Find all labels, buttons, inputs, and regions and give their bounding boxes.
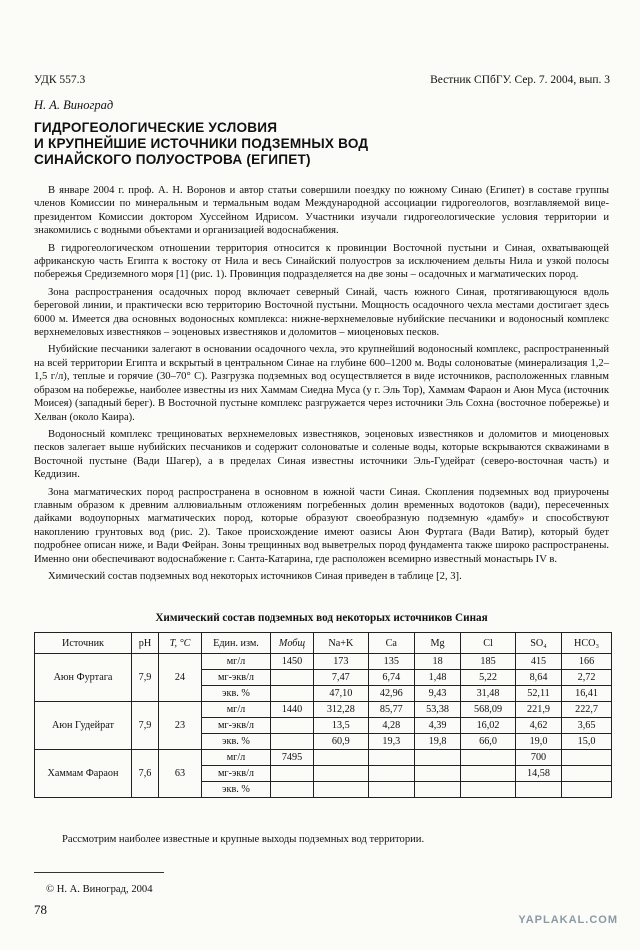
table-row: [35, 750, 612, 766]
ph-value: 7,9: [132, 654, 159, 702]
title-line: ГИДРОГЕОЛОГИЧЕСКИЕ УСЛОВИЯ: [34, 120, 278, 135]
table-cell: 7495: [271, 750, 314, 766]
table-cell: 1450: [271, 654, 314, 670]
table-cell: 53,38: [414, 702, 460, 718]
table-cell: 2,72: [562, 670, 612, 686]
table-cell: [271, 734, 314, 750]
ph-value: 7,6: [132, 750, 159, 798]
table-cell: 700: [515, 750, 561, 766]
table-cell: 312,28: [314, 702, 369, 718]
table-cell: 18: [414, 654, 460, 670]
table-cell: мг/л: [202, 750, 271, 766]
column-header: Един. изм.: [202, 633, 271, 654]
table-cell: 5,22: [461, 670, 516, 686]
table-cell: 185: [461, 654, 516, 670]
table-cell: 7,47: [314, 670, 369, 686]
table-cell: мг/л: [202, 702, 271, 718]
table-cell: [515, 782, 561, 798]
table-cell: 3,65: [562, 718, 612, 734]
table-cell: экв. %: [202, 686, 271, 702]
table-cell: мг-экв/л: [202, 718, 271, 734]
table-cell: 47,10: [314, 686, 369, 702]
table-cell: [368, 750, 414, 766]
table-cell: 19,8: [414, 734, 460, 750]
page-number: 78: [34, 902, 47, 917]
table-cell: 1,48: [414, 670, 460, 686]
table-cell: мг-экв/л: [202, 766, 271, 782]
table-cell: 166: [562, 654, 612, 670]
table-cell: 6,74: [368, 670, 414, 686]
table-cell: 13,5: [314, 718, 369, 734]
column-header: Na+K: [314, 633, 369, 654]
ph-value: 7,9: [132, 702, 159, 750]
table-cell: [314, 782, 369, 798]
table-cell: 19,0: [515, 734, 561, 750]
table-cell: [461, 766, 516, 782]
table-cell: экв. %: [202, 734, 271, 750]
temperature-value: 63: [159, 750, 202, 798]
table-cell: [368, 766, 414, 782]
source-name: Аюн Фуртага: [35, 654, 132, 702]
table-cell: [562, 766, 612, 782]
table-cell: 31,48: [461, 686, 516, 702]
column-header: T, °C: [159, 633, 202, 654]
table-cell: 14,58: [515, 766, 561, 782]
table-cell: 66,0: [461, 734, 516, 750]
table-cell: 9,43: [414, 686, 460, 702]
paragraph: В январе 2004 г. проф. А. Н. Воронов и автор статьи совершили поездку по южному Синаю (Египет) в составе группы членов Комиссии по минеральным и термальным водам Международной ассоциации гидрогеологов, возглавляемой вице-президентом Комиссии доктором Хуссейном Идрисом. Участники изучали гидрогеологические условия территории и знакомились с водными объектами и организацией водоснабжения.: [34, 185, 609, 237]
table-cell: 52,11: [515, 686, 561, 702]
column-header: Источник: [35, 633, 132, 654]
column-header: Mобщ: [271, 633, 314, 654]
article-title: [34, 120, 454, 168]
title-line: И КРУПНЕЙШИЕ ИСТОЧНИКИ ПОДЗЕМНЫХ ВОД: [34, 136, 369, 151]
table-cell: 135: [368, 654, 414, 670]
table-cell: мг-экв/л: [202, 670, 271, 686]
source-name: Хаммам Фараон: [35, 750, 132, 798]
table-caption: Химический состав подземных вод некоторых источников Синая: [155, 612, 488, 624]
column-header: Cl: [461, 633, 516, 654]
table-cell: 1440: [271, 702, 314, 718]
temperature-value: 24: [159, 654, 202, 702]
table-cell: 85,77: [368, 702, 414, 718]
table-cell: 415: [515, 654, 561, 670]
table-cell: 19,3: [368, 734, 414, 750]
table-cell: 173: [314, 654, 369, 670]
title-line: СИНАЙСКОГО ПОЛУОСТРОВА (ЕГИПЕТ): [34, 152, 311, 167]
source-name: Аюн Гудейрат: [35, 702, 132, 750]
table-cell: 60,9: [314, 734, 369, 750]
table-cell: [271, 718, 314, 734]
table-cell: 42,96: [368, 686, 414, 702]
table-cell: [461, 782, 516, 798]
closing-sentence: Рассмотрим наиболее известные и крупные выходы подземных вод территории.: [62, 834, 425, 845]
paragraph: Водоносный комплекс трещиноватых верхнемеловых известняков, эоценовых известняков и доломитов и миоценовых песков залегает выше нубийских песчаников и содержит солоноватые и соленые воды, которые вскрываются скважинами в Восточной пустыне (Вади Шагер), а в пределах Синая известны источники Эль-Гудейрат (северо-восточная часть) и Кеддизин.: [34, 428, 609, 481]
journal-reference: Вестник СПбГУ. Сер. 7. 2004, вып. 3: [430, 74, 610, 86]
table-cell: [271, 686, 314, 702]
table-cell: [314, 750, 369, 766]
table-cell: [271, 670, 314, 686]
table-header-row: [35, 633, 612, 654]
table-cell: [461, 750, 516, 766]
table-cell: [562, 782, 612, 798]
table-cell: [414, 750, 460, 766]
table-cell: 4,39: [414, 718, 460, 734]
article-body: [34, 184, 609, 587]
column-header: SO₄: [515, 633, 561, 654]
author-name: Н. А. Виноград: [34, 98, 114, 112]
table-cell: 4,28: [368, 718, 414, 734]
udk-code: УДК 557.3: [34, 74, 86, 86]
table-cell: [271, 782, 314, 798]
paragraph: Нубийские песчаники залегают в основании осадочного чехла, это крупнейший водоносный комплекс, распространенный на всей территории Египта и вскрытый в центральном Синае на глубине 600–1200 м. Воды солоноватые (минерализация 1,2–1,5 г/л), теплые и горячие (30–70° С). Разгрузка подземных вод осуществляется в виде источников, расположенных главным образом на побережье, наиболее известны из них Хаммам Сиедна Муса (у г. Эль Тор), Хаммам Фараон и Аюн Муса (источник Моисея) (западный берег). В Восточной пустыне комплекс разгружается через источники Эль Сохна (восточное побережье) и Хелван (около Каира).: [34, 344, 609, 423]
table-cell: [414, 782, 460, 798]
column-header: pH: [132, 633, 159, 654]
copyright-notice: © Н. А. Виноград, 2004: [46, 884, 153, 895]
chemical-composition-table: [34, 632, 612, 798]
table-cell: экв. %: [202, 782, 271, 798]
table-cell: [368, 782, 414, 798]
table-row: [35, 702, 612, 718]
paragraph: Зона распространения осадочных пород включает северный Синай, часть южного Синая, протягивающуюся вдоль береговой линии, и практически всю территорию Восточной пустыни. Мощность осадочного чехла местами достигает здесь 6000 м. Имеется два основных водоносных комплекса: нижне-верхнемеловые нубийские песчаники и водоносный комплекс верхнемеловых известняков – эоценовых известняков и доломитов – миоценовых песков.: [34, 286, 609, 339]
table-cell: 8,64: [515, 670, 561, 686]
table-cell: 4,62: [515, 718, 561, 734]
table-cell: мг/л: [202, 654, 271, 670]
table-cell: [414, 766, 460, 782]
column-header: Ca: [368, 633, 414, 654]
table-cell: 568,09: [461, 702, 516, 718]
table-cell: [271, 766, 314, 782]
footnote-divider: [34, 872, 164, 873]
table-cell: [562, 750, 612, 766]
paragraph: Химический состав подземных вод некоторых источников Синая приведен в таблице [2, 3].: [48, 570, 462, 582]
temperature-value: 23: [159, 702, 202, 750]
table-cell: 221,9: [515, 702, 561, 718]
table-cell: 222,7: [562, 702, 612, 718]
table-cell: 16,41: [562, 686, 612, 702]
column-header: HCO₃: [562, 633, 612, 654]
table-cell: 16,02: [461, 718, 516, 734]
watermark: YAPLAKAL.COM: [518, 914, 618, 926]
table-cell: [314, 766, 369, 782]
paragraph: В гидрогеологическом отношении территория относится к провинции Восточной пустыни и Синая, охватывающей африканскую часть Египта к востоку от Нила и весь Синайский полуостров за исключением дельты Нила и узкой полосы побережья Средиземного моря [1] (рис. 1). Провинция подразделяется на две зоны – осадочных и магматических пород.: [34, 242, 609, 281]
table-row: [35, 654, 612, 670]
paragraph: Зона магматических пород распространена в основном в южной части Синая. Скопления подземных вод приурочены главным образом к древним аллювиальным отложениям погребенных долин временных водотоков (вади), пересеченных дайками водоупорных магматических пород, которые образуют своеобразную подземную «дамбу» и способствуют накоплению грунтовых вод (рис. 2). Такое происхождение имеют оазисы Аюн Фуртага (Вади Ватир), который будет подробнее описан ниже, и Вади Фейран. Зоны трещинных вод выветрелых пород фундамента также широко распространены. Именно они обеспечивают водоснабжение г. Санта-Катарина, где расположен всемирно известный монастырь IV в.: [34, 486, 609, 565]
table-cell: 15,0: [562, 734, 612, 750]
column-header: Mg: [414, 633, 460, 654]
